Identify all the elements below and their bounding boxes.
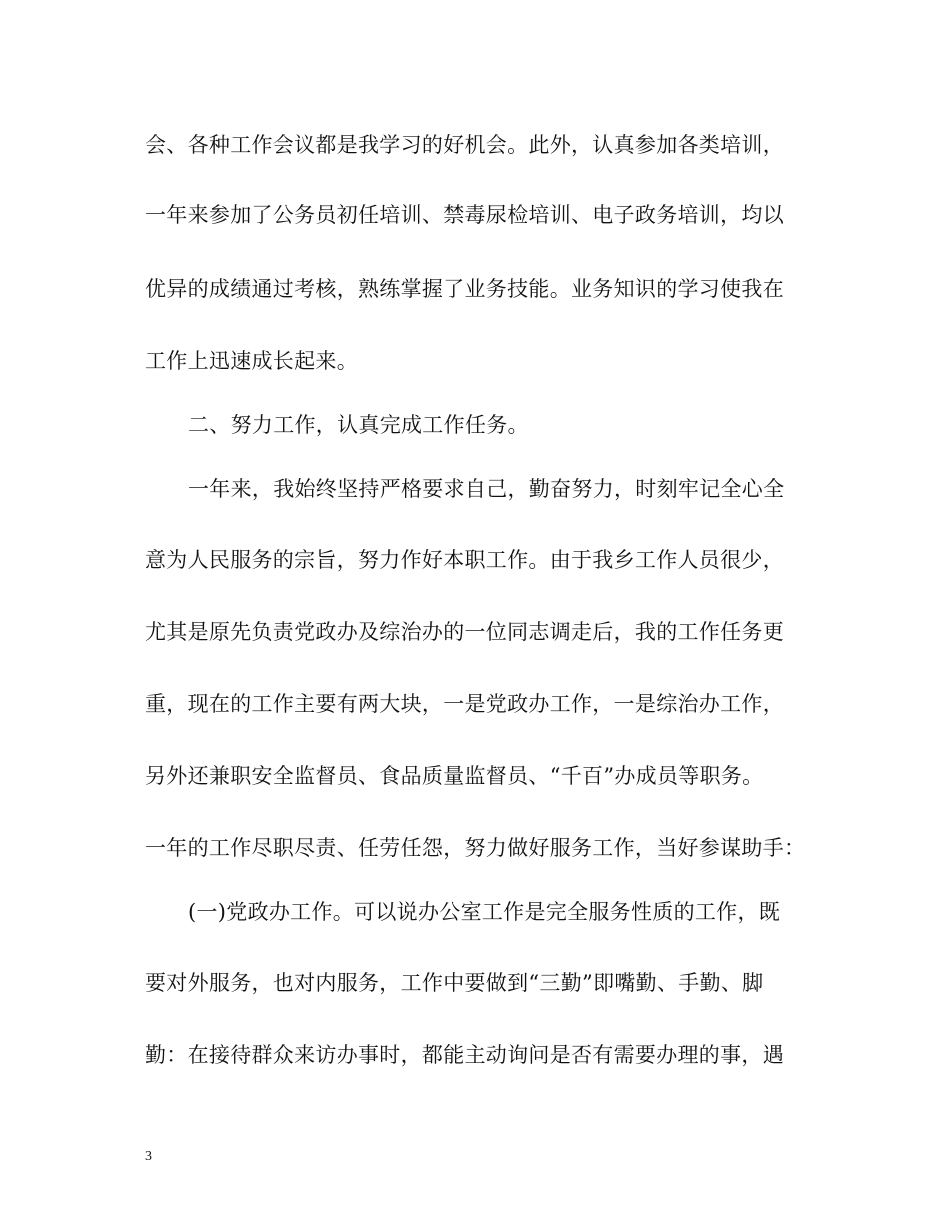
text-line-8: 尤其是原先负责党政办及综治办的一位同志调走后，我的工作任务更 [145,620,784,644]
text-line-6: 一年来，我始终坚持严格要求自己，勤奋努力，时刻牢记全心全 [188,477,785,501]
text-line-10: 另外还兼职安全监督员、食品质量监督员、“千百”办成员等职务。 [145,764,764,788]
text-line-1: 会、各种工作会议都是我学习的好机会。此外，认真参加各类培训， [145,133,784,157]
subsection-line: (一)党政办工作。可以说办公室工作是完全服务性质的工作，既 [188,900,781,924]
text-line-11: 一年的工作尽职尽责、任劳任怨，努力做好服务工作，当好参谋助手： [145,836,806,860]
page-number: 3 [145,1149,152,1164]
text-line-7: 意为人民服务的宗旨，努力作好本职工作。由于我乡工作人员很少， [145,548,784,572]
text-line-14: 勤：在接待群众来访办事时，都能主动询问是否有需要办理的事，遇 [145,1043,784,1067]
text-line-9: 重，现在的工作主要有两大块，一是党政办工作，一是综治办工作， [145,692,784,716]
text-line-2: 一年来参加了公务员初任培训、禁毒尿检培训、电子政务培训，均以 [145,203,784,227]
text-line-4: 工作上迅速成长起来。 [145,349,358,373]
section-heading: 二、努力工作，认真完成工作任务。 [188,413,529,437]
text-line-13: 要对外服务，也对内服务，工作中要做到“三勤”即嘴勤、手勤、脚 [145,971,764,995]
text-line-3: 优异的成绩通过考核，熟练掌握了业务技能。业务知识的学习使我在 [145,277,784,301]
